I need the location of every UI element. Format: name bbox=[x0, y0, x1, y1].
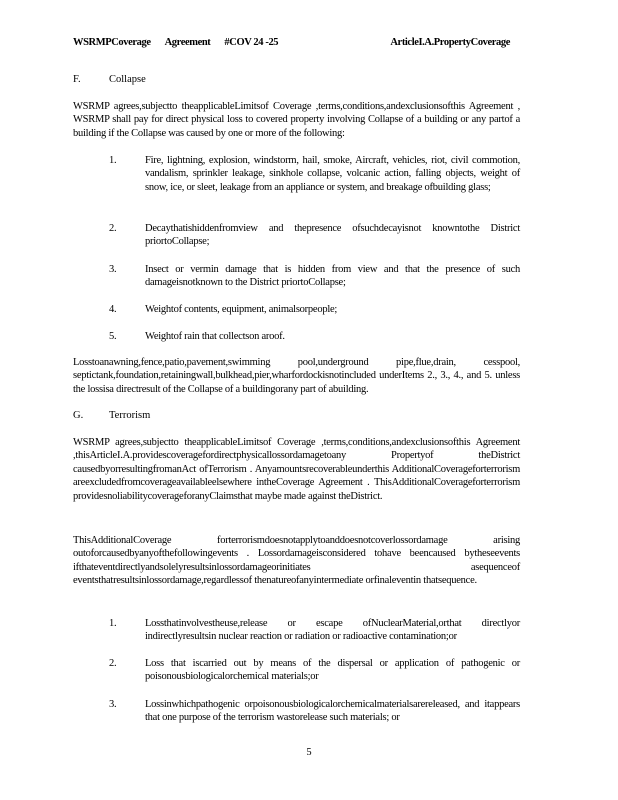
header-left bbox=[73, 37, 292, 48]
item-number: 2. bbox=[109, 658, 117, 669]
item-text: Weightof contents, equipment, animalsorpeople; bbox=[145, 304, 338, 315]
item-text: Weightof rain that collectson aroof. bbox=[145, 331, 285, 342]
list-item bbox=[109, 222, 520, 249]
list-item bbox=[109, 330, 520, 343]
section-letter: F. bbox=[73, 74, 81, 85]
list-item bbox=[109, 698, 520, 725]
section-f-heading bbox=[73, 74, 146, 85]
item-number: 3. bbox=[109, 264, 117, 275]
header-doc-name: WSRMPCoverage bbox=[73, 37, 151, 48]
section-title: Collapse bbox=[109, 74, 146, 85]
list-item bbox=[109, 154, 520, 194]
item-number: 4. bbox=[109, 304, 117, 315]
section-g-intro: WSRMP agrees,subjectto theapplicableLimitsof Coverage ,terms,conditions,andexclusionsofthis Agreement ,thisArticleI.A.providescoveragefordirectphysicallossordamagetoany Propertyof theDistrict causedbyorresultingfromanAct ofTerrorism . Anyamountsrecoverableunderthis AdditionalCoverageforterrorism areexcludedfromcoverageavailableelsewhere intheCoverage Agreement . ThisAdditionalCoverageforterrorism providesnoliabilitycoverageforanyClaimsthat maybe made against theDistrict. bbox=[73, 437, 520, 502]
page-header bbox=[73, 37, 510, 51]
header-agreement: Agreement bbox=[164, 37, 211, 48]
section-f-intro: WSRMP agrees,subjectto theapplicableLimitsof Coverage ,terms,conditions,andexclusionsofthis Agreement , WSRMP shall pay for direct physical loss to covered property involving Collapse of a building or any partof a building if the Collapse was caused by one or more of the following: bbox=[73, 101, 520, 139]
item-text: Insect or vermin damage that is hidden from view and that the presence of such damageisnotknown to the District priortoCollapse; bbox=[145, 264, 520, 289]
list-item bbox=[109, 303, 520, 316]
item-number: 2. bbox=[109, 223, 117, 234]
list-item bbox=[109, 657, 520, 684]
header-article: ArticleI.A.PropertyCoverage bbox=[390, 37, 510, 48]
item-number: 3. bbox=[109, 699, 117, 710]
item-text: Loss that iscarried out by means of the dispersal or application of pathogenic or poisonousbiologicalorchemical materials;or bbox=[145, 658, 520, 683]
section-letter: G. bbox=[73, 410, 84, 421]
header-number: #COV 24 -25 bbox=[224, 37, 279, 48]
section-f-closing: Losstoanawning,fence,patio,pavement,swimming pool,underground pipe,flue,drain, cesspool, septictank,foundation,retainingwall,bulkhead,pier,wharfordockisnotincluded underItems 2., 3., 4., and 5. unless the lossisa directresult of the Collapse of a buildingorany part of abuilding. bbox=[73, 357, 520, 395]
item-text: Lossthatinvolvestheuse,release or escape ofNuclearMaterial,orthat directlyor indirectlyresultsin nuclear reaction or radiation or radioactive contamination;or bbox=[145, 618, 520, 643]
item-number: 1. bbox=[109, 155, 117, 166]
section-g-heading bbox=[73, 410, 150, 421]
item-text: Fire, lightning, explosion, windstorm, hail, smoke, Aircraft, vehicles, riot, civil commotion, vandalism, sprinkler leakage, sinkhole collapse, volcanic action, falling objects, weight of snow, ice, or sleet, leakage from an appliance or system, and breakage ofbuilding glass; bbox=[145, 155, 520, 193]
item-text: Decaythatishiddenfromview and thepresence ofsuchdecayisnot knowntothe District priortoCollapse; bbox=[145, 223, 520, 248]
item-number: 5. bbox=[109, 331, 117, 342]
section-g-exclusion: ThisAdditionalCoverage forterrorismdoesnotapplytoanddoesnotcoverlossordamage arising outoforcausedbyanyofthefollowingevents . Lossordamageisconsidered tohave beencaused bytheseevents ifthateventdirectlyandsolelyresultsinlossordamageorinitiates asequenceof eventsthatresultsinlossordamage,regardlessof thenatureofanyintermediate orfinaleventin thatsequence. bbox=[73, 535, 520, 587]
page-number: 5 bbox=[306, 747, 312, 758]
list-item bbox=[109, 263, 520, 290]
list-item bbox=[109, 617, 520, 644]
item-text: Lossinwhichpathogenic orpoisonousbiologicalorchemicalmaterialsarereleased, and itappears that one purpose of the terrorism wastorelease such materials; or bbox=[145, 699, 520, 724]
item-number: 1. bbox=[109, 618, 117, 629]
section-title: Terrorism bbox=[109, 410, 151, 421]
